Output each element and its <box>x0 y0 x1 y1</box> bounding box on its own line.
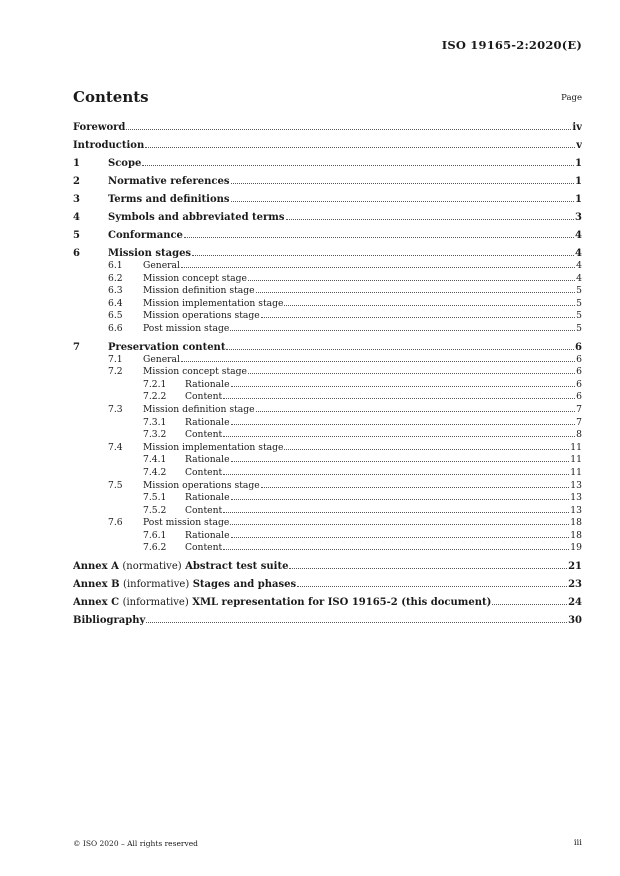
toc-entry-heading <box>73 157 141 170</box>
toc-entry-number: 7.2 <box>108 366 123 378</box>
toc-entry-heading <box>73 229 183 242</box>
toc-entry-page: 21 <box>568 561 582 573</box>
toc-entry-page: 4 <box>576 260 582 271</box>
toc-entry-number: 7.5 <box>108 479 123 491</box>
dot-leader <box>231 201 575 202</box>
toc-entry-page: 6 <box>576 391 582 403</box>
toc-entry-page: 30 <box>568 615 582 627</box>
dot-leader <box>226 349 574 350</box>
toc-annex-label: Annex A <box>73 561 119 573</box>
toc-entry[interactable] <box>73 285 582 298</box>
dot-leader <box>231 537 570 538</box>
toc-entry-title: General <box>143 260 180 271</box>
toc-entry-title: Normative references <box>108 176 230 187</box>
toc-entry-title: Terms and definitions <box>108 194 230 205</box>
dot-leader <box>184 237 574 238</box>
toc-entry-number: 7.3 <box>108 403 123 415</box>
toc-annex-type: (informative) <box>122 597 189 609</box>
toc-entry-title: Mission operations stage <box>143 479 260 491</box>
toc-entry[interactable] <box>73 391 582 404</box>
dot-leader <box>145 147 575 148</box>
toc-entry-page: 6 <box>575 341 582 353</box>
toc-entry-heading <box>73 596 491 609</box>
toc-entry-title: Post mission stage <box>143 322 230 334</box>
toc-entry-heading <box>73 404 255 417</box>
toc-entry-heading <box>73 121 125 134</box>
toc-entry-title: Abstract test suite <box>185 561 289 573</box>
toc-entry-number: 7.4.1 <box>143 454 167 466</box>
toc-entry-title: Mission stages <box>108 248 192 259</box>
dot-leader <box>230 330 575 331</box>
toc-entry-title: Mission concept stage <box>143 272 247 284</box>
dot-leader <box>289 568 567 569</box>
toc-entry-page: 1 <box>575 176 582 187</box>
toc-entry-number: 7.3.1 <box>143 416 167 428</box>
document-id: ISO 19165-2:2020(E) <box>441 38 582 52</box>
toc-entry[interactable] <box>73 366 582 379</box>
toc-entry[interactable] <box>73 404 582 417</box>
toc-entry-heading <box>73 442 283 455</box>
toc-entry-heading <box>73 505 222 518</box>
toc-entry-page: iv <box>572 122 582 133</box>
toc-entry[interactable] <box>73 492 582 505</box>
toc-entry-heading <box>73 310 260 323</box>
toc-entry-page: v <box>576 140 582 151</box>
toc-entry-heading <box>73 211 285 224</box>
toc-entry-title: Rationale <box>185 454 230 466</box>
toc-entry[interactable] <box>73 505 582 518</box>
toc-entry-heading <box>73 285 255 298</box>
toc-entry[interactable] <box>73 596 582 609</box>
toc-entry-heading <box>73 614 145 627</box>
toc-entry[interactable] <box>73 260 582 273</box>
dot-leader <box>146 622 567 623</box>
toc-annex-label: Annex B <box>73 579 120 591</box>
table-of-contents <box>73 121 582 627</box>
dot-leader <box>230 524 569 525</box>
toc-entry-page: 6 <box>576 366 582 378</box>
toc-entry-title: Content <box>185 542 223 554</box>
toc-entry[interactable] <box>73 273 582 286</box>
copyright-notice: © ISO 2020 – All rights reserved <box>73 839 198 848</box>
toc-entry-heading <box>73 139 144 152</box>
toc-entry-title: XML representation for ISO 19165-2 (this document) <box>192 597 492 609</box>
dot-leader <box>231 386 576 387</box>
toc-entry-title: Mission definition stage <box>143 285 255 297</box>
dot-leader <box>261 317 575 318</box>
toc-entry-title: Content <box>185 466 223 478</box>
toc-entry-page: 23 <box>568 579 582 591</box>
toc-entry-page: 18 <box>570 517 582 529</box>
toc-entry-page: 1 <box>575 194 582 205</box>
toc-entry-number: 7.6.1 <box>143 529 167 541</box>
toc-entry-number: 7.2.2 <box>143 391 167 403</box>
toc-entry-title: Scope <box>108 158 142 169</box>
toc-entry-page: 3 <box>575 212 582 223</box>
toc-entry-page: 5 <box>576 297 582 309</box>
toc-entry-title: Rationale <box>185 492 230 504</box>
toc-entry-number: 7.4.2 <box>143 466 167 478</box>
toc-entry[interactable] <box>73 323 582 336</box>
toc-entry-number: 7.5.1 <box>143 492 167 504</box>
page-column-label: Page <box>561 93 582 103</box>
toc-entry-title: Rationale <box>185 378 230 390</box>
dot-leader <box>181 361 575 362</box>
page-title: Contents <box>73 88 149 106</box>
toc-entry[interactable] <box>73 467 582 480</box>
toc-entry[interactable] <box>73 454 582 467</box>
toc-entry[interactable] <box>73 530 582 543</box>
toc-entry[interactable] <box>73 442 582 455</box>
toc-annex-type: (normative) <box>122 561 182 573</box>
toc-entry-page: 24 <box>568 597 582 609</box>
dot-leader <box>231 499 570 500</box>
toc-entry[interactable] <box>73 417 582 430</box>
toc-entry-page: 6 <box>576 353 582 365</box>
toc-entry[interactable] <box>73 560 582 573</box>
toc-entry[interactable] <box>73 121 582 134</box>
dot-leader <box>286 219 575 220</box>
toc-entry-number: 7.6.2 <box>143 542 167 554</box>
dot-leader <box>231 424 576 425</box>
dot-leader <box>223 549 569 550</box>
toc-entry-title: Preservation content <box>108 341 226 353</box>
toc-entry-heading <box>73 323 229 336</box>
toc-entry-number: 3 <box>73 194 80 205</box>
dot-leader <box>126 129 571 130</box>
toc-entry[interactable] <box>73 175 582 188</box>
toc-entry-page: 5 <box>576 322 582 334</box>
toc-entry-title: Mission concept stage <box>143 366 247 378</box>
dot-leader <box>284 449 569 450</box>
dot-leader <box>223 512 569 513</box>
toc-entry-number: 7.5.2 <box>143 504 167 516</box>
toc-entry[interactable] <box>73 211 582 224</box>
toc-entry[interactable] <box>73 480 582 493</box>
toc-entry-page: 13 <box>570 479 582 491</box>
toc-entry-title: Introduction <box>73 140 145 151</box>
toc-entry-number: 7.1 <box>108 353 123 365</box>
toc-entry-number: 6.1 <box>108 260 123 271</box>
toc-entry-number: 7 <box>73 341 80 353</box>
toc-entry-number: 7.3.2 <box>143 429 167 441</box>
dot-leader <box>181 267 575 268</box>
dot-leader <box>248 373 575 374</box>
toc-entry-heading <box>73 542 222 555</box>
toc-entry-page: 5 <box>576 310 582 322</box>
toc-entry-heading <box>73 341 225 354</box>
toc-entry-title: Content <box>185 391 223 403</box>
toc-entry-heading <box>73 454 230 467</box>
toc-entry-heading <box>73 391 222 404</box>
toc-entry-heading <box>73 578 296 591</box>
toc-entry[interactable] <box>73 247 582 260</box>
toc-entry-heading <box>73 193 230 206</box>
toc-entry[interactable] <box>73 614 582 627</box>
dot-leader <box>223 398 575 399</box>
toc-entry-page: 6 <box>576 378 582 390</box>
toc-entry-page: 19 <box>570 542 582 554</box>
toc-entry-page: 11 <box>570 441 582 453</box>
toc-entry-page: 7 <box>576 403 582 415</box>
toc-entry-title: Content <box>185 429 223 441</box>
dot-leader <box>223 474 569 475</box>
dot-leader <box>248 280 575 281</box>
toc-entry-page: 5 <box>576 285 582 297</box>
toc-entry-page: 13 <box>570 504 582 516</box>
toc-entry-page: 13 <box>570 492 582 504</box>
page-number: iii <box>573 838 582 848</box>
toc-entry-heading <box>73 429 222 442</box>
toc-entry-heading <box>73 260 180 273</box>
toc-entry-number: 7.6 <box>108 517 123 529</box>
toc-entry-number: 5 <box>73 230 80 241</box>
dot-leader <box>284 305 575 306</box>
toc-entry-heading <box>73 560 288 573</box>
toc-entry-number: 6.2 <box>108 272 123 284</box>
toc-entry-heading <box>73 247 191 260</box>
toc-entry-number: 6.5 <box>108 310 123 322</box>
toc-entry-page: 11 <box>570 466 582 478</box>
toc-entry-title: Symbols and abbreviated terms <box>108 212 285 223</box>
toc-entry-number: 7.4 <box>108 441 123 453</box>
toc-entry-page: 4 <box>575 248 582 259</box>
toc-entry-page: 18 <box>570 529 582 541</box>
toc-entry[interactable] <box>73 354 582 367</box>
toc-entry[interactable] <box>73 542 582 555</box>
toc-entry-page: 1 <box>575 158 582 169</box>
toc-entry-heading <box>73 379 230 392</box>
toc-entry-page: 11 <box>570 454 582 466</box>
dot-leader <box>223 436 575 437</box>
toc-entry-number: 2 <box>73 176 80 187</box>
toc-entry-title: Mission implementation stage <box>143 441 284 453</box>
toc-entry-title: Rationale <box>185 416 230 428</box>
toc-entry-number: 6.6 <box>108 322 123 334</box>
toc-entry-heading <box>73 480 260 493</box>
toc-entry[interactable] <box>73 193 582 206</box>
toc-entry-heading <box>73 175 230 188</box>
toc-entry-title: Mission operations stage <box>143 310 260 322</box>
toc-entry-number: 6 <box>73 248 80 259</box>
toc-annex-label: Annex C <box>73 597 120 609</box>
dot-leader <box>297 586 567 587</box>
toc-entry-page: 4 <box>576 272 582 284</box>
toc-entry-heading <box>73 530 230 543</box>
toc-entry-title: Mission definition stage <box>143 403 255 415</box>
dot-leader <box>231 183 575 184</box>
toc-entry-heading <box>73 492 230 505</box>
toc-entry-heading <box>73 467 222 480</box>
toc-entry-number: 6.3 <box>108 285 123 297</box>
toc-entry[interactable] <box>73 517 582 530</box>
toc-entry[interactable] <box>73 310 582 323</box>
toc-entry-title: Foreword <box>73 122 126 133</box>
toc-entry[interactable] <box>73 157 582 170</box>
toc-entry-title: Mission implementation stage <box>143 297 284 309</box>
toc-entry-title: Conformance <box>108 230 183 241</box>
toc-entry-heading <box>73 273 247 286</box>
toc-entry-heading <box>73 298 283 311</box>
toc-entry-title: General <box>143 353 180 365</box>
dot-leader <box>142 165 574 166</box>
toc-entry[interactable] <box>73 229 582 242</box>
toc-entry-heading <box>73 517 229 530</box>
toc-entry[interactable] <box>73 139 582 152</box>
dot-leader <box>256 411 576 412</box>
toc-entry[interactable] <box>73 578 582 591</box>
toc-entry-number: 7.2.1 <box>143 378 167 390</box>
toc-entry[interactable] <box>73 379 582 392</box>
toc-entry-page: 7 <box>576 416 582 428</box>
dot-leader <box>261 487 570 488</box>
toc-entry-number: 4 <box>73 212 80 223</box>
toc-entry-title: Bibliography <box>73 615 146 627</box>
toc-entry-title: Stages and phases <box>192 579 297 591</box>
dot-leader <box>256 292 576 293</box>
toc-annex-type: (informative) <box>123 579 190 591</box>
toc-entry-heading <box>73 417 230 430</box>
toc-entry[interactable] <box>73 341 582 354</box>
dot-leader <box>492 604 567 605</box>
toc-entry-number: 6.4 <box>108 297 123 309</box>
toc-entry-page: 4 <box>575 230 582 241</box>
toc-entry-title: Rationale <box>185 529 230 541</box>
toc-entry-title: Content <box>185 504 223 516</box>
toc-entry-heading <box>73 354 180 367</box>
toc-entry[interactable] <box>73 298 582 311</box>
toc-entry-number: 1 <box>73 158 80 169</box>
dot-leader <box>192 255 574 256</box>
toc-entry-title: Post mission stage <box>143 517 230 529</box>
dot-leader <box>231 461 570 462</box>
toc-entry-page: 8 <box>576 429 582 441</box>
toc-entry[interactable] <box>73 429 582 442</box>
toc-entry-heading <box>73 366 247 379</box>
